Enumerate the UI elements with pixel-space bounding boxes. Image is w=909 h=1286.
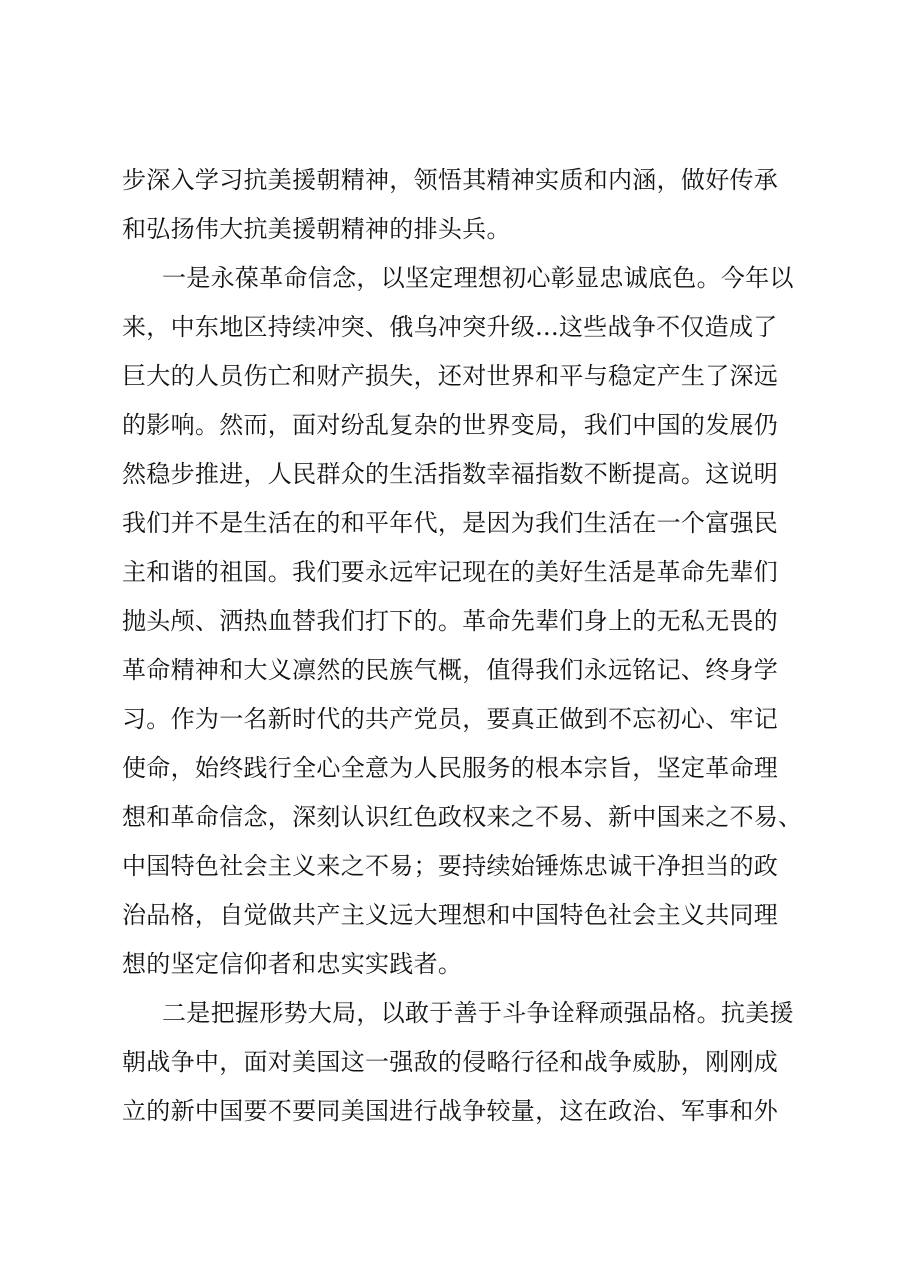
paragraph-continuation (122, 160, 812, 258)
text-line: 抛头颅、洒热血替我们打下的。革命先辈们身上的无私无畏的 (122, 607, 779, 635)
text-line: 中国特色社会主义来之不易；要持续始锤炼忠诚干净担当的政 (122, 852, 779, 880)
text-line: 习。作为一名新时代的共产党员，要真正做到不忘初心、牢记 (122, 705, 779, 733)
text-line: 立的新中国要不要同美国进行战争较量，这在政治、军事和外 (122, 1097, 779, 1125)
text-line: 巨大的人员伤亡和财产损失，还对世界和平与稳定产生了深远 (122, 362, 779, 390)
document-body (122, 160, 812, 1140)
text-line: 和弘扬伟大抗美援朝精神的排头兵。 (122, 215, 511, 243)
text-line: 主和谐的祖国。我们要永远牢记现在的美好生活是革命先辈们 (122, 558, 779, 586)
text-line: 的影响。然而，面对纷乱复杂的世界变局，我们中国的发展仍 (122, 411, 779, 439)
text-line: 使命，始终践行全心全意为人民服务的根本宗旨，坚定革命理 (122, 754, 779, 782)
text-line: 二是把握形势大局，以敢于善于斗争诠释顽强品格。抗美援 (162, 999, 794, 1027)
text-line: 来，中东地区持续冲突、俄乌冲突升级...这些战争不仅造成了 (122, 313, 778, 341)
text-line: 想的坚定信仰者和忠实实践者。 (122, 950, 463, 978)
text-line: 治品格，自觉做共产主义远大理想和中国特色社会主义共同理 (122, 901, 779, 929)
text-line: 然稳步推进，人民群众的生活指数幸福指数不断提高。这说明 (122, 460, 779, 488)
paragraph-situation-overview (122, 993, 812, 1140)
text-line: 革命精神和大义凛然的民族气概，值得我们永远铭记、终身学 (122, 656, 779, 684)
text-line: 朝战争中，面对美国这一强敌的侵略行径和战争威胁，刚刚成 (122, 1048, 779, 1076)
text-line: 一是永葆革命信念，以坚定理想初心彰显忠诚底色。今年以 (162, 264, 794, 292)
text-line: 步深入学习抗美援朝精神，领悟其精神实质和内涵，做好传承 (122, 166, 779, 194)
paragraph-revolutionary-belief (122, 258, 812, 993)
text-line: 想和革命信念，深刻认识红色政权来之不易、新中国来之不易、 (122, 803, 803, 831)
text-line: 我们并不是生活在的和平年代，是因为我们生活在一个富强民 (122, 509, 779, 537)
